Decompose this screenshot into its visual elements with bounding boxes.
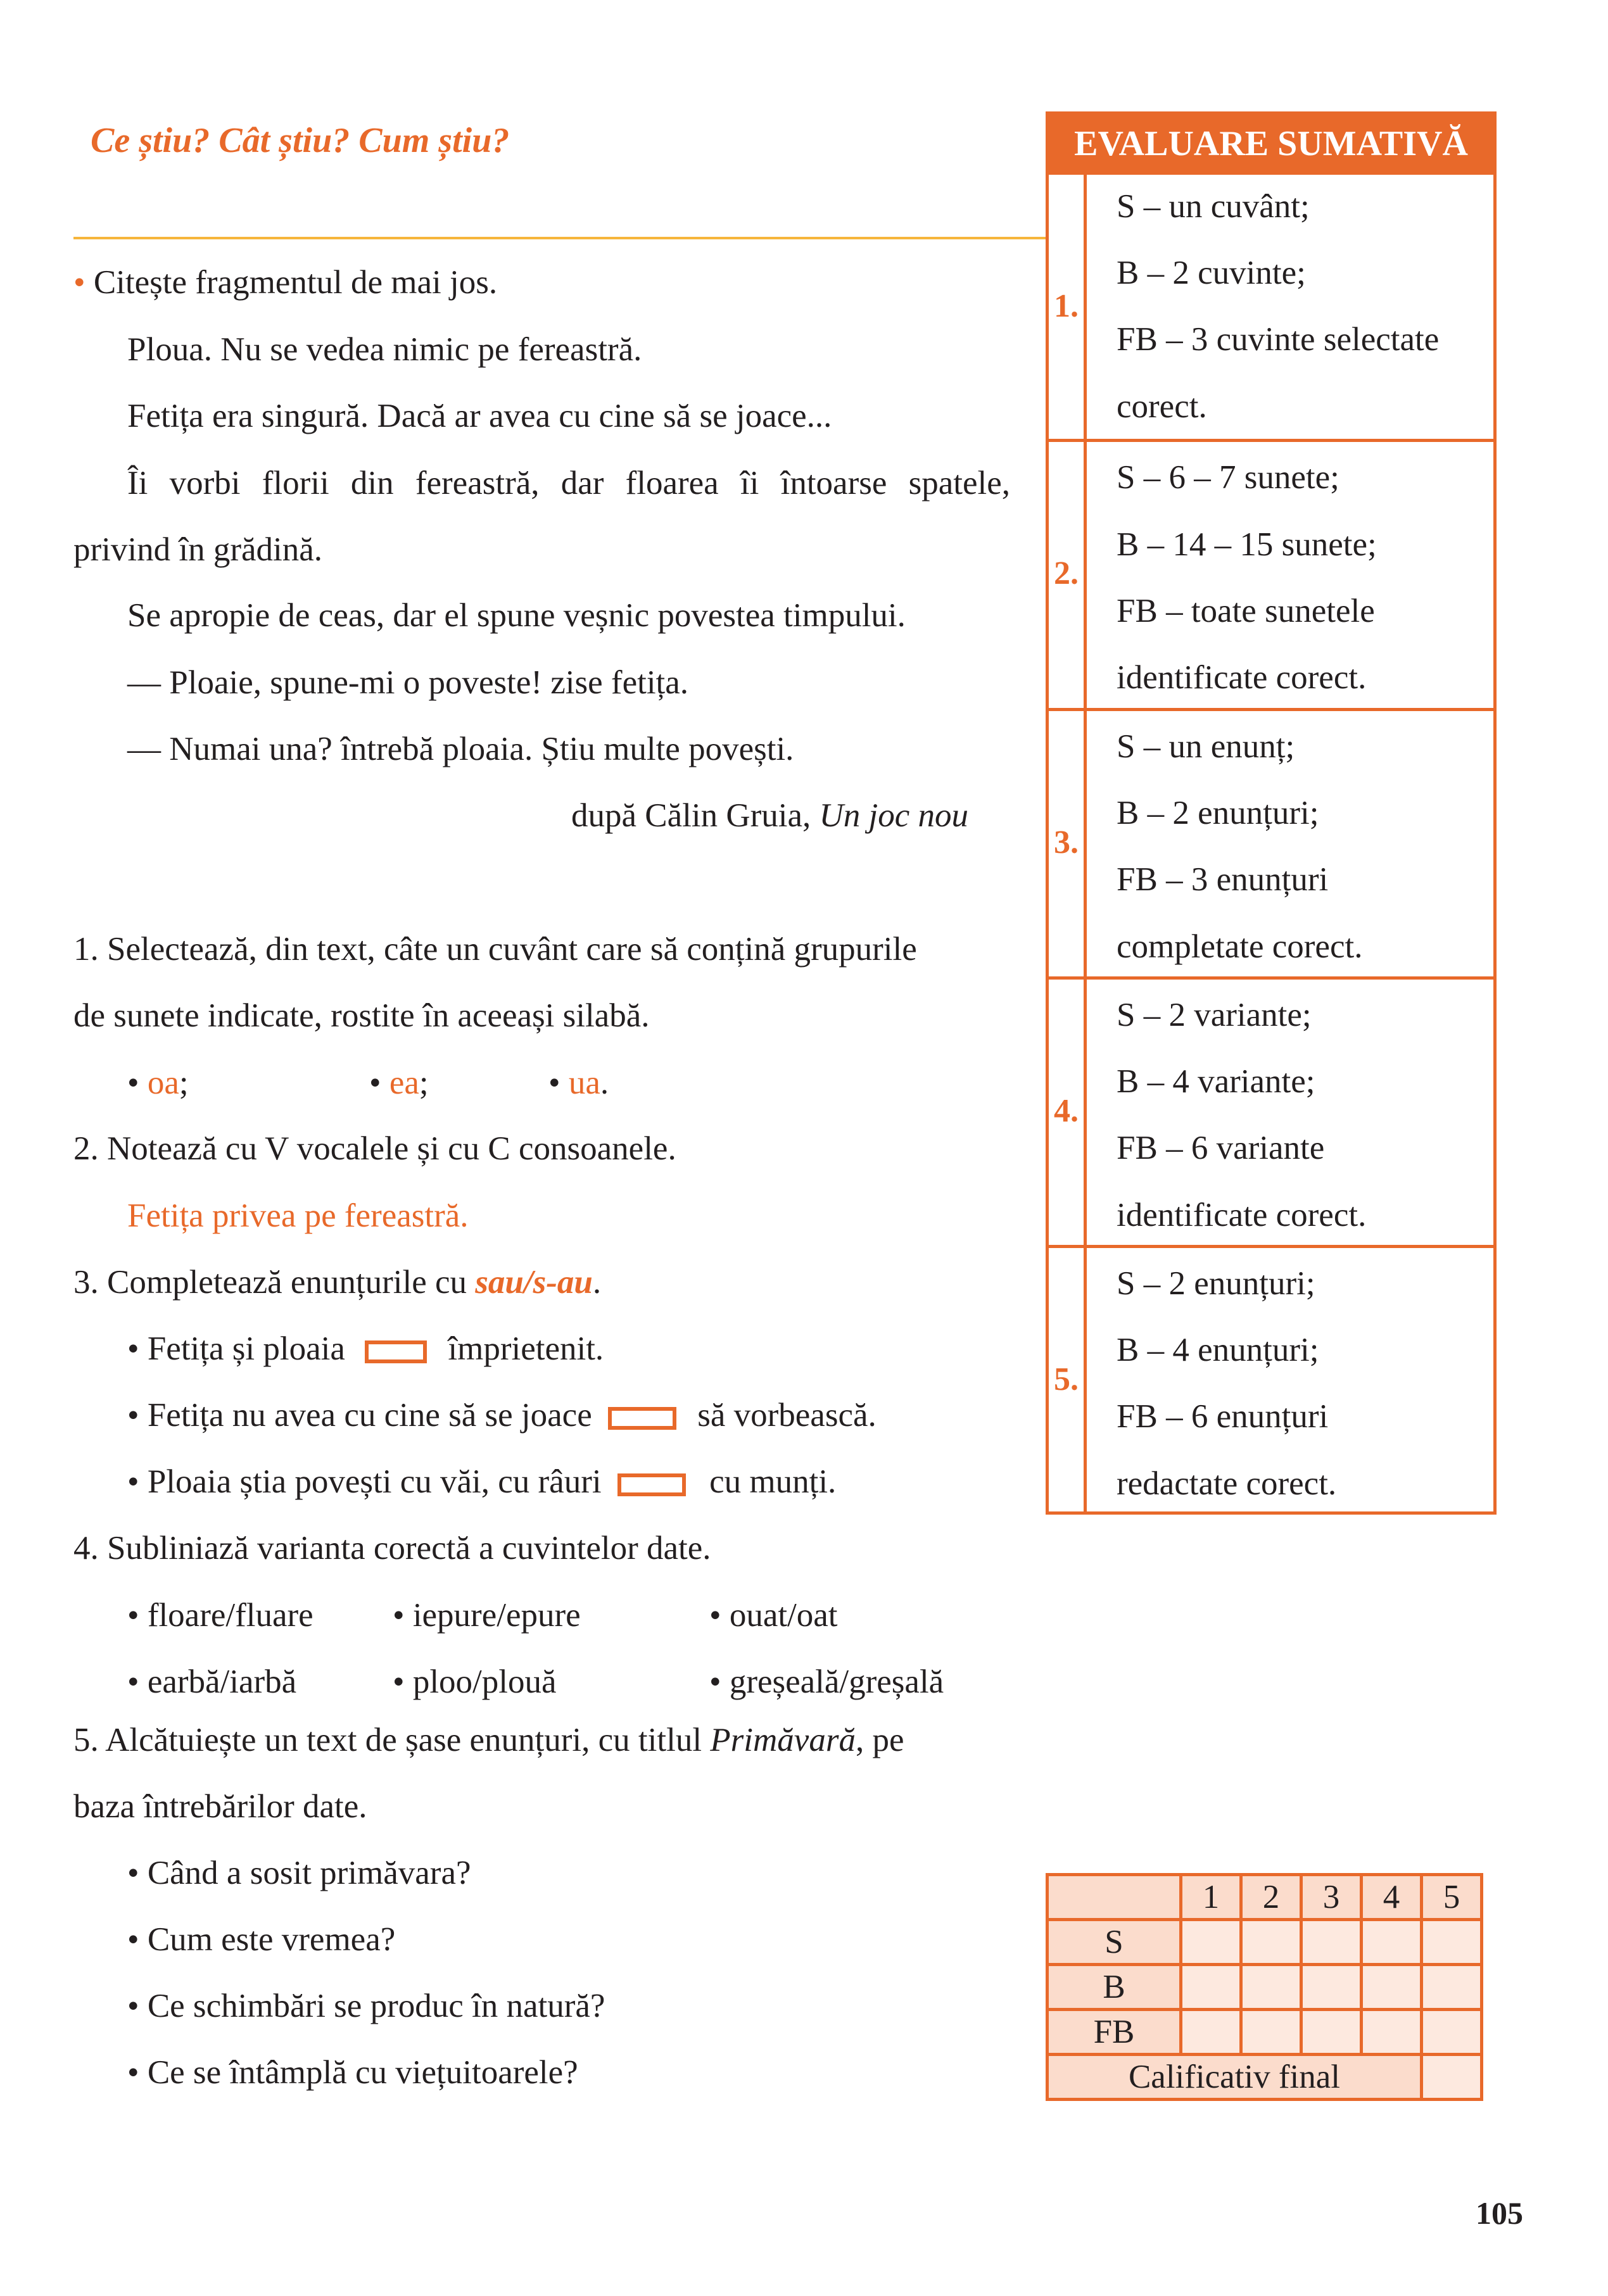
criterion-line: redactate corect. (1117, 1465, 1337, 1502)
reading-instruction: • Citește fragmentul de mai jos. (73, 264, 498, 301)
final-grade-label: Calificativ final (1048, 2055, 1422, 2100)
criterion-line: B – 14 – 15 sunete; (1117, 526, 1377, 563)
answer-box[interactable] (617, 1473, 686, 1496)
source-attribution: după Călin Gruia, Un joc nou (571, 797, 969, 834)
criterion-line: completate corect. (1117, 928, 1363, 965)
grid-corner-cell (1048, 1875, 1181, 1920)
criterion-line: FB – toate sunetele (1117, 593, 1375, 629)
page-number: 105 (1476, 2195, 1523, 2231)
grid-row (1048, 2010, 1482, 2055)
exercise-3-text: 3. Completează enunțurile cu sau/s-au. (73, 1264, 602, 1301)
grid-row-label: FB (1048, 2010, 1181, 2055)
exercise-5-text: baza întrebărilor date. (73, 1788, 367, 1825)
word-option: • greșeală/greșală (709, 1663, 944, 1700)
guide-question: • Ce schimbări se produc în natură? (127, 1988, 605, 2024)
grid-column-header: 5 (1422, 1875, 1482, 1920)
criterion-line: S – un enunț; (1117, 728, 1295, 765)
criterion-line: S – 2 variante; (1117, 997, 1312, 1033)
criterion-line: FB – 6 variante (1117, 1130, 1325, 1166)
word-option: • earbă/iarbă (127, 1663, 297, 1700)
criterion-number: 2. (1054, 555, 1079, 591)
paragraph-line: Se apropie de ceas, dar el spune veșnic povestea timpului. (127, 597, 906, 634)
grid-column-header: 2 (1241, 1875, 1301, 1920)
criterion-line: S – 2 enunțuri; (1117, 1265, 1315, 1302)
grid-column-header: 1 (1181, 1875, 1241, 1920)
answer-box[interactable] (365, 1340, 427, 1363)
exercise-4-text: 4. Subliniază varianta corectă a cuvintelor date. (73, 1530, 711, 1567)
criterion-line: B – 2 cuvinte; (1117, 255, 1306, 291)
word-option: • ploo/plouă (393, 1663, 557, 1700)
criterion-line: identificate corect. (1117, 1197, 1367, 1233)
guide-question: • Când a sosit primăvara? (127, 1855, 471, 1891)
sound-group-oa: • oa; (127, 1064, 189, 1101)
exercise-1-text: de sunete indicate, rostite în aceeași silabă. (73, 997, 650, 1034)
grid-cell[interactable] (1422, 1965, 1482, 2010)
exercise-5-text: 5. Alcătuiește un text de șase enunțuri, cu titlul Primăvară, pe (73, 1722, 904, 1758)
final-grade-cell[interactable] (1422, 2055, 1482, 2100)
criterion-line: FB – 3 cuvinte selectate (1117, 321, 1440, 358)
evaluation-row (1049, 439, 1493, 711)
criterion-line: B – 4 variante; (1117, 1063, 1315, 1100)
grid-cell[interactable] (1362, 2010, 1422, 2055)
exercise-3-sentence: • Ploaia știa povești cu văi, cu râuri cu munți. (127, 1463, 837, 1500)
grading-grid (1046, 1873, 1483, 2101)
grid-row-label: B (1048, 1965, 1181, 2010)
criterion-line: B – 4 enunțuri; (1117, 1332, 1319, 1368)
criterion-number: 1. (1054, 288, 1079, 324)
grid-cell[interactable] (1301, 1965, 1362, 2010)
evaluation-row (1049, 1245, 1493, 1511)
exercise-3-sentence: • Fetița și ploaia împrietenit. (127, 1330, 604, 1367)
sound-group-ea: • ea; (369, 1064, 429, 1101)
guide-question: • Ce se întâmplă cu viețuitoarele? (127, 2054, 578, 2091)
evaluation-row (1049, 708, 1493, 980)
paragraph-line: Ploua. Nu se vedea nimic pe fereastră. (127, 331, 642, 368)
exercise-2-sentence: Fetița privea pe fereastră. (127, 1197, 469, 1234)
grid-cell[interactable] (1301, 1920, 1362, 1965)
word-option: • floare/fluare (127, 1597, 313, 1634)
criterion-number: 5. (1054, 1361, 1079, 1397)
paragraph-line: Îi vorbi florii din fereastră, dar floarea îi întoarse spatele, (127, 465, 1010, 501)
criterion-line: FB – 6 enunțuri (1117, 1398, 1329, 1435)
criterion-line: FB – 3 enunțuri (1117, 861, 1329, 898)
grid-cell[interactable] (1241, 1965, 1301, 2010)
grid-cell[interactable] (1181, 2010, 1241, 2055)
evaluation-heading: EVALUARE SUMATIVĂ (1049, 115, 1493, 173)
title-divider (73, 237, 1049, 239)
criterion-line: identificate corect. (1117, 659, 1367, 696)
section-title: Ce știu? Cât știu? Cum știu? (91, 121, 510, 160)
grid-cell[interactable] (1422, 2010, 1482, 2055)
word-option: • ouat/oat (709, 1597, 838, 1634)
grid-column-header: 4 (1362, 1875, 1422, 1920)
word-option: • iepure/epure (393, 1597, 581, 1634)
sound-group-ua: • ua. (548, 1064, 609, 1101)
grid-cell[interactable] (1181, 1920, 1241, 1965)
grid-row (1048, 1920, 1482, 1965)
paragraph-line: — Ploaie, spune-mi o poveste! zise fetița. (127, 664, 689, 701)
grid-header-row (1048, 1875, 1482, 1920)
criterion-number: 3. (1054, 824, 1079, 861)
grid-cell[interactable] (1362, 1965, 1422, 2010)
grid-cell[interactable] (1241, 2010, 1301, 2055)
grid-final-row (1048, 2055, 1482, 2100)
exercise-3-sentence: • Fetița nu avea cu cine să se joace să vorbească. (127, 1397, 877, 1434)
exercise-1-text: 1. Selectează, din text, câte un cuvânt care să conțină grupurile (73, 931, 917, 968)
criterion-line: S – 6 – 7 sunete; (1117, 459, 1339, 496)
evaluation-table (1046, 111, 1497, 1515)
grid-cell[interactable] (1301, 2010, 1362, 2055)
paragraph-line: privind în grădină. (73, 531, 322, 568)
grid-cell[interactable] (1422, 1920, 1482, 1965)
grid-row-label: S (1048, 1920, 1181, 1965)
criterion-number: 4. (1054, 1093, 1079, 1129)
evaluation-row (1049, 976, 1493, 1248)
grid-row (1048, 1965, 1482, 2010)
paragraph-line: Fetița era singură. Dacă ar avea cu cine să se joace... (127, 398, 832, 434)
answer-box[interactable] (608, 1407, 676, 1430)
criterion-line: S – un cuvânt; (1117, 188, 1310, 225)
grid-cell[interactable] (1181, 1965, 1241, 2010)
guide-question: • Cum este vremea? (127, 1921, 396, 1958)
exercise-2-text: 2. Notează cu V vocalele și cu C consoanele. (73, 1130, 676, 1167)
paragraph-line: — Numai una? întrebă ploaia. Știu multe povești. (127, 731, 794, 767)
evaluation-row (1049, 172, 1493, 442)
grid-cell[interactable] (1362, 1920, 1422, 1965)
criterion-line: corect. (1117, 388, 1207, 425)
grid-column-header: 3 (1301, 1875, 1362, 1920)
criterion-line: B – 2 enunțuri; (1117, 795, 1319, 831)
grid-cell[interactable] (1241, 1920, 1301, 1965)
